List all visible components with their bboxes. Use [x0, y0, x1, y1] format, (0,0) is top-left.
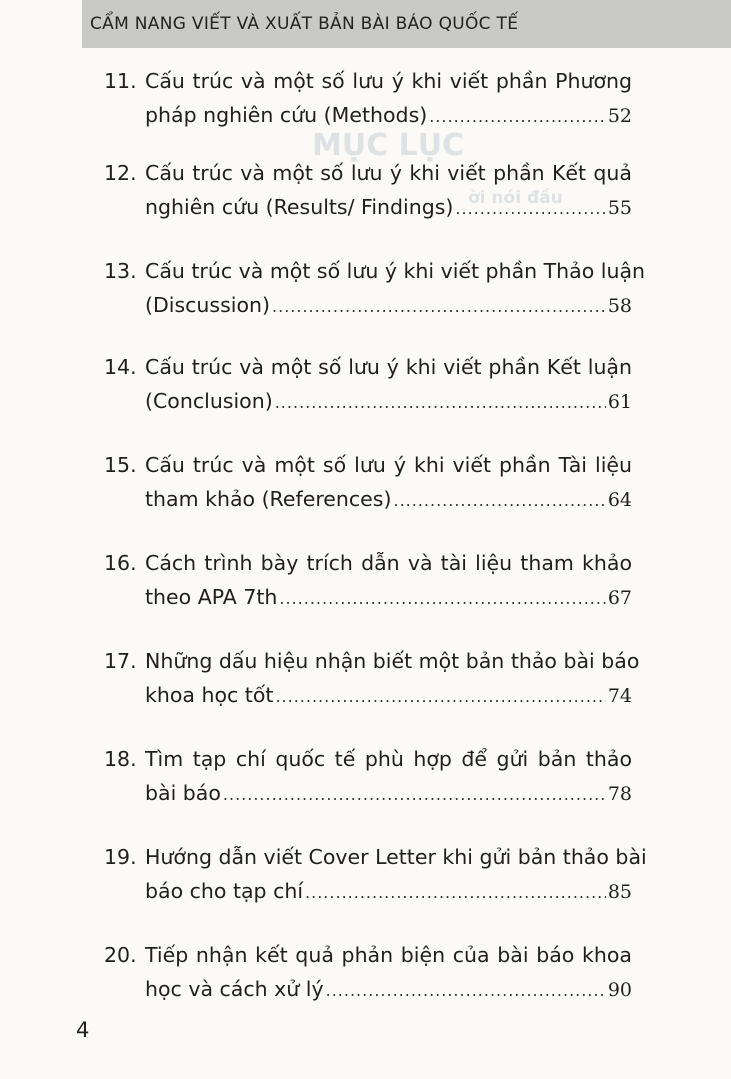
- dot-leader: [272, 290, 606, 324]
- entry-title-continued: theo APA 7th: [145, 585, 278, 609]
- page-number: 4: [76, 1018, 90, 1042]
- entry-title-continued: (Conclusion): [145, 389, 273, 413]
- entry-title-continued: học và cách xử lý: [145, 977, 324, 1001]
- show-through-mark: MỤC LỤC: [312, 128, 465, 163]
- toc-entry-20: [104, 938, 632, 1006]
- entry-title: Cấu trúc và một số lưu ý khi viết phần Kết quả: [145, 161, 632, 185]
- toc-entry-19: [104, 840, 647, 908]
- entry-title-continued: bài báo: [145, 781, 221, 805]
- toc-entry-12: [104, 156, 632, 224]
- entry-page: 67: [607, 587, 632, 609]
- entry-title: Hướng dẫn viết Cover Letter khi gửi bản thảo bài: [145, 845, 647, 869]
- entry-number: 13.: [104, 259, 137, 283]
- entry-title: Tiếp nhận kết quả phản biện của bài báo khoa: [145, 943, 632, 967]
- entry-number: 14.: [104, 355, 137, 379]
- dot-leader: [279, 582, 605, 616]
- entry-page: 55: [607, 197, 632, 219]
- entry-number: 12.: [104, 161, 137, 185]
- entry-title-continued: khoa học tốt: [145, 683, 274, 707]
- dot-leader: [455, 192, 605, 226]
- toc-entry-15: [104, 448, 632, 516]
- toc-entry-16: [104, 546, 632, 614]
- dot-leader: [275, 680, 605, 714]
- show-through-mark: ời nói đầu: [468, 188, 563, 208]
- header-title: CẨM NANG VIẾT VÀ XUẤT BẢN BÀI BÁO QUỐC TẾ: [90, 14, 519, 34]
- dot-leader: [429, 100, 606, 134]
- entry-title: Những dấu hiệu nhận biết một bản thảo bài báo: [145, 649, 640, 673]
- entry-page: 61: [607, 391, 632, 413]
- dot-leader: [326, 974, 606, 1008]
- entry-number: 18.: [104, 747, 137, 771]
- entry-title: Tìm tạp chí quốc tế phù hợp để gửi bản thảo: [145, 747, 632, 771]
- dot-leader: [223, 778, 606, 812]
- entry-page: 78: [607, 783, 632, 805]
- entry-title: Cấu trúc và một số lưu ý khi viết phần Kết luận: [145, 355, 632, 379]
- dot-leader: [275, 386, 606, 420]
- entry-page: 90: [607, 979, 632, 1001]
- entry-number: 15.: [104, 453, 137, 477]
- entry-title-continued: pháp nghiên cứu (Methods): [145, 103, 428, 127]
- entry-page: 74: [607, 685, 632, 707]
- toc-entry-13: [104, 254, 646, 322]
- dot-leader: [305, 876, 606, 910]
- entry-title: Cách trình bày trích dẫn và tài liệu tham khảo: [145, 551, 632, 575]
- entry-title-continued: tham khảo (References): [145, 487, 392, 511]
- entry-number: 20.: [104, 943, 137, 967]
- entry-page: 52: [607, 105, 632, 127]
- entry-number: 19.: [104, 845, 137, 869]
- entry-page: 85: [607, 881, 632, 903]
- dot-leader: [393, 484, 605, 518]
- entry-title-continued: nghiên cứu (Results/ Findings): [145, 195, 454, 219]
- toc-entry-14: [104, 350, 632, 418]
- entry-number: 16.: [104, 551, 137, 575]
- entry-title: Cấu trúc và một số lưu ý khi viết phần Tài liệu: [145, 453, 632, 477]
- entry-title: Cấu trúc và một số lưu ý khi viết phần Phương: [145, 69, 632, 93]
- entry-page: 64: [607, 489, 632, 511]
- toc-entry-11: [104, 64, 632, 132]
- running-header: [82, 0, 731, 48]
- entry-title: Cấu trúc và một số lưu ý khi viết phần Thảo luận: [145, 259, 646, 283]
- entry-number: 17.: [104, 649, 137, 673]
- entry-title-continued: (Discussion): [145, 293, 271, 317]
- entry-page: 58: [607, 295, 632, 317]
- toc-entry-17: [104, 644, 640, 712]
- entry-title-continued: báo cho tạp chí: [145, 879, 304, 903]
- toc-entry-18: [104, 742, 632, 810]
- entry-number: 11.: [104, 69, 137, 93]
